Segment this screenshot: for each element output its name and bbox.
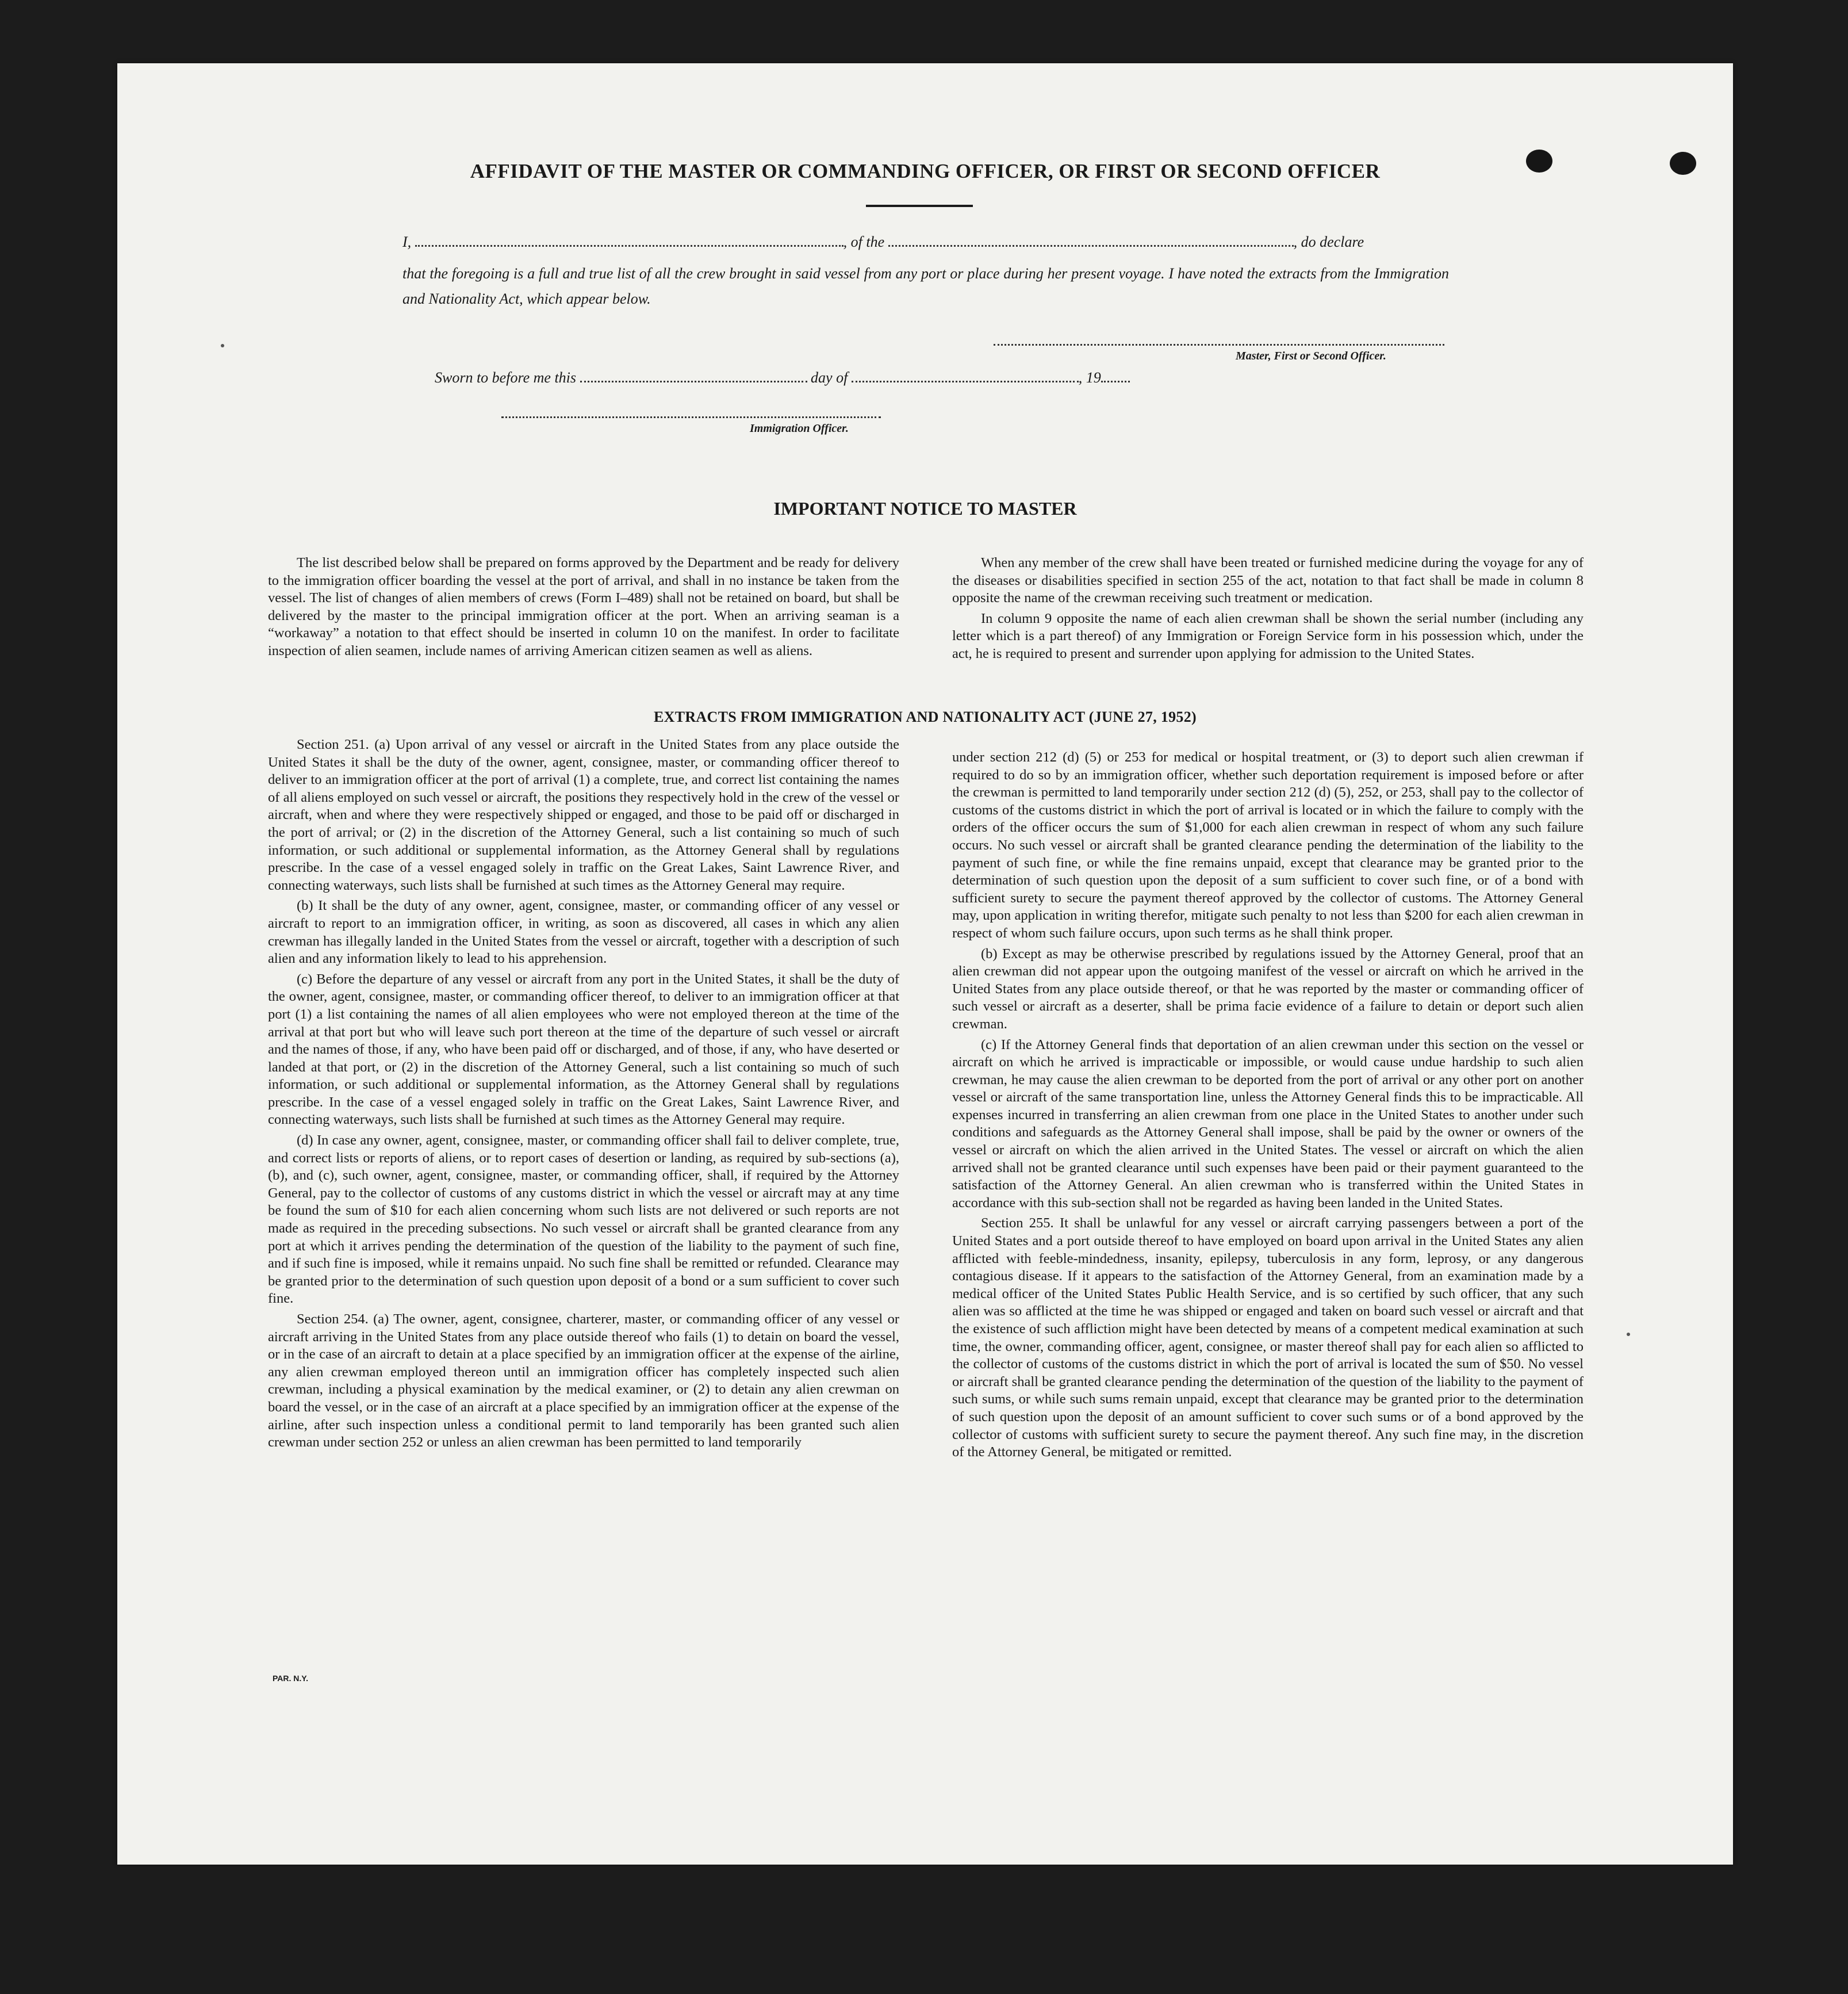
sworn-line (435, 369, 1130, 386)
extract-paragraph: (c) Before the departure of any vessel or aircraft from any port in the United States, it shall be the duty of the owner, agent, consignee, master, or commanding officer thereof, to deliver to an immigration officer at that port (1) a list containing the names of all alien employees who were not employed thereon at the time of the arrival at that port but who will leave such port thereon at the time of the departure of such vessel or aircraft and the names of those, if any, who have been paid off or discharged, and of those, if any, who have deserted or landed at that port, or (2) in the discretion of the Attorney General, such a list containing so much of such information, or such additional or supplemental information, as the Attorney General shall by regulations prescribe. In the case of a vessel engaged solely in traffic on the Great Lakes, Saint Lawrence River, and connecting waterways, such lists shall be furnished at such times as the Attorney General may require. (268, 971, 899, 1128)
extract-paragraph: (b) It shall be the duty of any owner, agent, consignee, master, or commanding officer of any vessel or aircraft to report to an immigration officer, in writing, as soon as discovered, all cases in which any alien crewman has illegally landed in the United States from the vessel or aircraft, together with a description of such alien and any information likely to lead to his apprehension. (268, 898, 899, 967)
notice-right-column (952, 554, 1584, 666)
officer-signature-line[interactable] (501, 416, 881, 418)
declarant-name-field[interactable] (415, 242, 844, 247)
extract-paragraph: Section 251. (a) Upon arrival of any vessel or aircraft in the United States from any place outside the United States it shall be the duty of the owner, agent, consignee, master, or commanding officer thereof to deliver to an immigration officer at the port of arrival (1) a complete, true, and correct list containing the names of all aliens employed on such vessel or aircraft, the positions they respectively hold in the crew of the vessel or aircraft, when and where they were respectively shipped or engaged, and those to be paid off or discharged in the port of arrival; or (2) in the discretion of the Attorney General, such a list containing so much of such information, or such additional or supplemental information, as the Attorney General shall by regulations prescribe. In the case of a vessel engaged solely in traffic on the Great Lakes, Saint Lawrence River, and connecting waterways, such lists shall be furnished at such times as the Attorney General may require. (268, 737, 899, 893)
officer-signature-label: Immigration Officer. (750, 422, 849, 435)
sworn-day-of-text: day of (811, 369, 848, 386)
extracts-right-column (952, 749, 1584, 1464)
extracts-title: EXTRACTS FROM IMMIGRATION AND NATIONALITY ACT (JUNE 27, 1952) (653, 709, 1197, 725)
extracts-left-column (268, 736, 899, 1455)
extract-paragraph: (d) In case any owner, agent, consignee, master, or commanding officer shall fail to deliver complete, true, and correct lists or reports of aliens, or to report cases of desertion or landing, as required by sub-sections (a), (b), and (c), such owner, agent, consignee, master, or commanding officer, shall, if required by the Attorney General, pay to the collector of customs of any customs district in which the vessel or aircraft may at any time be found the sum of $10 for each alien concerning whom such lists are not delivered or such reports are not made as required in the preceding subsections. No such vessel or aircraft shall be granted clearance from any port at which it arrives pending the determination of the question of the liability to the payment of such fine, and if such fine is imposed, while it remains unpaid. No such fine shall be remitted or refunded. Clearance may be granted prior to the determination of such question upon deposit of a bond or a sum sufficient to cover such fine. (268, 1132, 899, 1307)
extract-paragraph: Section 254. (a) The owner, agent, consignee, charterer, master, or commanding officer of any vessel or aircraft arriving in the United States from any place outside thereof who fails (1) to detain on board the vessel, or in the case of an aircraft to detain at a place specified by an immigration officer at the expense of the airline, any alien crewman employed thereon until an immigration officer has completely inspected such alien crewman, including a physical examination by the medical examiner, or (2) to detain any alien crewman on board the vessel, or in the case of an aircraft at a place specified by an immigration officer at the expense of the airline, after such inspection unless a conditional permit to land temporarily has been granted such alien crewman under section 252 or unless an alien crewman has been permitted to land temporarily (268, 1311, 899, 1450)
sworn-year-prefix: , 19 (1078, 369, 1101, 386)
notice-left-column (268, 554, 899, 663)
affidavit-statement: that the foregoing is a full and true list of all the crew brought in said vessel from any port or place during her present voyage. I have noted the extracts from the Immigration and Nationality Act, which appear below. (402, 265, 1449, 307)
sworn-year-field[interactable] (1101, 377, 1130, 382)
sworn-day-field[interactable] (580, 377, 807, 382)
title-underline (866, 205, 973, 207)
sworn-month-field[interactable] (852, 377, 1079, 382)
extract-paragraph: under section 212 (d) (5) or 253 for medical or hospital treatment, or (3) to deport such alien crewman if required to do so by an immigration officer, whether such deportation requirement is imposed before or after the crewman is permitted to land temporarily under section 212 (d) (5), 252, or 253, shall pay to the collector of customs of the customs district in which the port of arrival is located or in which the failure to comply with the orders of the officer occurs the sum of $1,000 for each alien crewman in respect of whom any such failure occurs. No such vessel or aircraft shall be granted clearance pending the determination of the liability to the payment of such fine, or while the fine remains unpaid, except that clearance may be granted prior to the determination of such question upon the deposit of a sum sufficient to cover such fine, or of a bond with sufficient surety to secure the payment thereof approved by the collector of customs. The Attorney General may, upon application in writing therefor, mitigate such penalty to not less than $200 for each alien crewman in respect of whom such failure occurs, upon such terms as he shall think proper. (952, 749, 1584, 941)
scan-speck (221, 344, 224, 347)
scan-speck (1627, 1333, 1630, 1336)
notice-paragraph: In column 9 opposite the name of each alien crewman shall be shown the serial number (including any letter which is a part thereof) of any Immigration or Foreign Service form in his possession which, under the act, he is required to present and surrender upon applying for admission to the United States. (952, 610, 1584, 661)
notice-paragraph: The list described below shall be prepared on forms approved by the Department and be ready for delivery to the immigration officer boarding the vessel at the port of arrival, and shall in no instance be taken from the vessel. The list of changes of alien members of crews (Form I–489) shall not be retained on board, but shall be delivered by the master to the principal immigration officer at the port. When an arriving seaman is a “workaway” a notation to that effect should be inserted in column 10 on the manifest. In order to facilitate inspection of alien seamen, include names of arriving American citizen seamen as well as aliens. (268, 555, 899, 659)
printer-mark: PAR. N.Y. (273, 1674, 308, 1683)
notice-paragraph: When any member of the crew shall have been treated or furnished medicine during the voyage for any of the diseases or disabilities specified in section 255 of the act, notation to that fact shall be made in column 8 opposite the name of the crewman receiving such treatment or medication. (952, 555, 1584, 606)
of-the-text: , of the (843, 234, 885, 250)
notice-title: IMPORTANT NOTICE TO MASTER (773, 498, 1077, 519)
declarant-prefix: I, (402, 234, 412, 250)
affidavit-title: AFFIDAVIT OF THE MASTER OR COMMANDING OFFICER, OR FIRST OR SECOND OFFICER (470, 160, 1381, 182)
master-signature-label: Master, First or Second Officer. (1236, 350, 1386, 362)
declarant-line (402, 234, 1364, 251)
master-signature-line[interactable] (994, 344, 1444, 346)
extract-paragraph: (b) Except as may be otherwise prescribed by regulations issued by the Attorney General, proof that an alien crewman did not appear upon the outgoing manifest of the vessel or aircraft on which he arrived in the United States from any place outside thereof, or that he was reported by the master or commanding officer of such vessel or aircraft as a deserter, shall be prima facie evidence of a failure to detain or deport such alien crewman. (952, 946, 1584, 1032)
extract-paragraph: (c) If the Attorney General finds that deportation of an alien crewman under this section on the vessel or aircraft on which he arrived is impracticable or impossible, or would cause undue hardship to such alien crewman, he may cause the alien crewman to be deported from the port of arrival or any other port on another vessel or aircraft of the same transportation line, unless the Attorney General finds this to be impracticable. All expenses incurred in transferring an alien crewman from one place in the United States to another under such conditions and safeguards as the Attorney General shall impose, shall be paid by the owner or owners of the vessel or aircraft on which the alien arrived in the United States. The vessel or aircraft on which the alien arrived shall not be granted clearance until such expenses have been paid or their payment guaranteed to the satisfaction of the Attorney General. An alien crewman who is transferred within the United States in accordance with this sub-section shall not be regarded as having been landed in the United States. (952, 1036, 1584, 1211)
extract-paragraph: Section 255. It shall be unlawful for any vessel or aircraft carrying passengers between a port of the United States and a port outside thereof to have employed on board upon arrival in the United States any alien afflicted with feeble-mindedness, insanity, epilepsy, tuberculosis in any form, leprosy, or any dangerous contagious disease. If it appears to the satisfaction of the Attorney General, from an examination made by a medical officer of the United States Public Health Service, and is so certified by such officer, that any such alien was so afflicted at the time he was shipped or engaged and taken on board such vessel or aircraft and that the existence of such affliction might have been detected by means of a competent medical examination at such time, the owner, commanding officer, agent, consignee, or master thereof shall pay for each alien so afflicted to the collector of customs of the customs district in which the port of arrival is located the sum of $50. No vessel or aircraft shall be granted clearance pending the determination of the question of the liability to the payment of such sums, or while such sums remain unpaid, except that clearance may be granted prior to the determination of such question upon the deposit of an amount sufficient to cover such sums or of a bond approved by the collector of customs with sufficient surety to secure the payment thereof. Any such fine may, in the discretion of the Attorney General, be mitigated or remitted. (952, 1215, 1584, 1460)
vessel-name-field[interactable] (888, 242, 1294, 247)
sworn-prefix: Sworn to before me this (435, 369, 577, 386)
form-page (117, 63, 1733, 1865)
do-declare-text: , do declare (1293, 234, 1364, 250)
